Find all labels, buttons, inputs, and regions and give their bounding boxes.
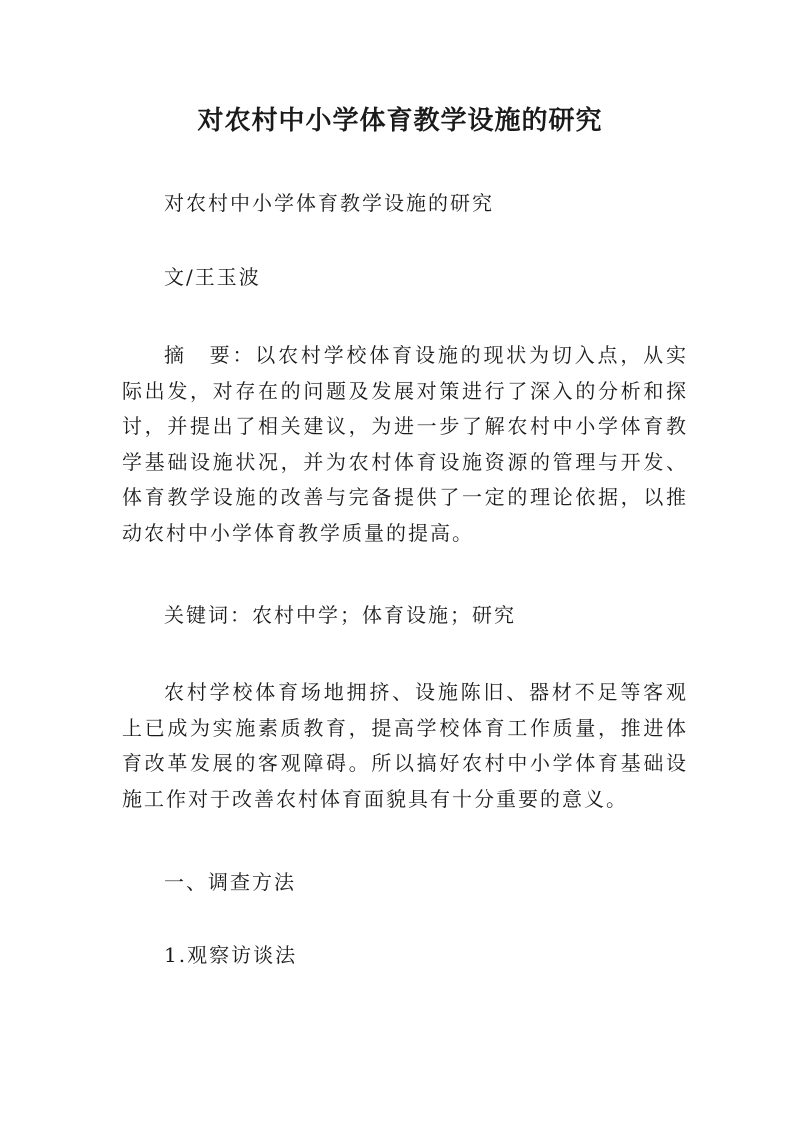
document-subtitle: 对农村中小学体育教学设施的研究 <box>164 191 494 215</box>
abstract-paragraph: 摘 要：以农村学校体育设施的现状为切入点，从实际出发，对存在的问题及发展对策进行了深入的分析和探讨，并提出了相关建议，为进一步了解农村中小学体育教学基础设施状况，并为农村体育设施资源的管理与开发、体育教学设施的改善与完备提供了一定的理论依据，以推动农村中小学体育教学质量的提高。 <box>122 343 688 545</box>
author-line: 文/王玉波 <box>164 265 261 289</box>
section-heading: 一、调查方法 <box>164 870 296 894</box>
subsection-heading: 1.观察访谈法 <box>164 943 298 967</box>
keywords-line: 关键词：农村中学；体育设施；研究 <box>164 603 516 627</box>
intro-paragraph: 农村学校体育场地拥挤、设施陈旧、器材不足等客观上已成为实施素质教育，提高学校体育工作质量，推进体育改革发展的客观障碍。所以搞好农村中小学体育基础设施工作对于改善农村体育面貌具有十分重要的意义。 <box>122 680 688 811</box>
document-title: 对农村中小学体育教学设施的研究 <box>197 106 603 136</box>
